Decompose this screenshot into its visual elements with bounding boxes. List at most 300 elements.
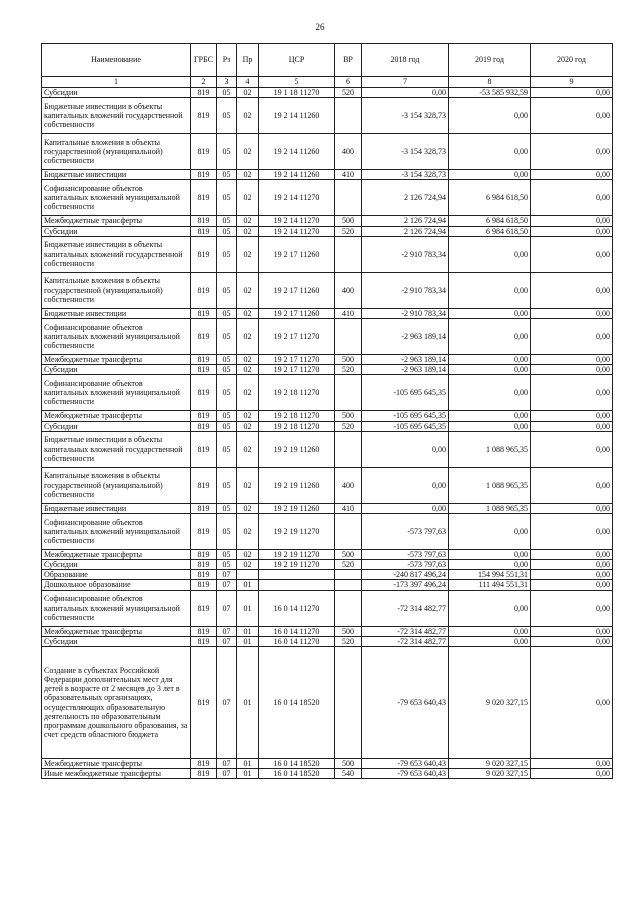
amount-2018-cell: -573 797,63	[362, 513, 449, 549]
vr-cell	[335, 318, 362, 354]
pr-cell: 02	[237, 170, 259, 180]
grbs-cell: 819	[191, 421, 217, 431]
amount-2018-cell: -573 797,63	[362, 560, 449, 570]
grbs-cell: 819	[191, 170, 217, 180]
rz-cell: 05	[217, 134, 237, 170]
rz-cell: 07	[217, 769, 237, 779]
col-number: 2	[191, 77, 217, 88]
rz-cell: 05	[217, 560, 237, 570]
vr-cell: 520	[335, 365, 362, 375]
amount-2018-cell: 0,00	[362, 467, 449, 503]
csr-cell: 19 2 17 11270	[259, 318, 335, 354]
name-cell: Субсидии	[42, 226, 191, 236]
rz-cell: 05	[217, 88, 237, 98]
table-row	[42, 560, 613, 570]
pr-cell: 02	[237, 411, 259, 421]
amount-2020-cell: 0,00	[531, 580, 613, 590]
amount-2019-cell: 9 020 327,15	[449, 647, 531, 759]
pr-cell: 01	[237, 636, 259, 646]
grbs-cell: 819	[191, 549, 217, 559]
amount-2020-cell: 0,00	[531, 759, 613, 769]
table-row	[42, 580, 613, 590]
rz-cell: 05	[217, 272, 237, 308]
amount-2020-cell: 0,00	[531, 549, 613, 559]
amount-2020-cell: 0,00	[531, 467, 613, 503]
vr-cell: 520	[335, 421, 362, 431]
amount-2019-cell: 0,00	[449, 354, 531, 364]
amount-2019-cell: 1 088 965,35	[449, 431, 531, 467]
amount-2019-cell: 0,00	[449, 636, 531, 646]
name-cell: Софинансирование объектов капитальных вложений муниципальной собственности	[42, 375, 191, 411]
name-cell: Создание в субъектах Российской Федерации дополнительных мест для детей в возрасте от 2 месяцев до 3 лет в образовательных организациях, осуществляющих образовательную деятельность по образовательным программам дошкольного образования, за счет средств областного бюджета	[42, 647, 191, 759]
col-number: 1	[42, 77, 191, 88]
name-cell: Межбюджетные трансферты	[42, 759, 191, 769]
vr-cell	[335, 98, 362, 134]
pr-cell: 02	[237, 180, 259, 216]
amount-2018-cell: -105 695 645,35	[362, 375, 449, 411]
name-cell: Бюджетные инвестиции	[42, 308, 191, 318]
grbs-cell: 819	[191, 590, 217, 626]
amount-2020-cell: 0,00	[531, 421, 613, 431]
pr-cell: 02	[237, 308, 259, 318]
rz-cell: 05	[217, 411, 237, 421]
pr-cell: 02	[237, 375, 259, 411]
table-row	[42, 98, 613, 134]
name-cell: Капитальные вложения в объекты государственной (муниципальной) собственности	[42, 272, 191, 308]
pr-cell: 02	[237, 98, 259, 134]
table-row	[42, 590, 613, 626]
amount-2019-cell: 9 020 327,15	[449, 769, 531, 779]
rz-cell: 07	[217, 647, 237, 759]
grbs-cell: 819	[191, 318, 217, 354]
rz-cell: 05	[217, 513, 237, 549]
amount-2019-cell: 0,00	[449, 375, 531, 411]
table-row	[42, 216, 613, 226]
amount-2020-cell: 0,00	[531, 180, 613, 216]
grbs-cell: 819	[191, 134, 217, 170]
vr-cell	[335, 570, 362, 580]
pr-cell: 02	[237, 513, 259, 549]
amount-2019-cell: 154 994 551,31	[449, 570, 531, 580]
name-cell: Бюджетные инвестиции в объекты капитальных вложений государственной собственности	[42, 431, 191, 467]
col-header-csr: ЦСР	[259, 44, 335, 77]
csr-cell: 16 0 14 11270	[259, 626, 335, 636]
table-row	[42, 375, 613, 411]
rz-cell: 05	[217, 354, 237, 364]
amount-2020-cell: 0,00	[531, 636, 613, 646]
amount-2020-cell: 0,00	[531, 236, 613, 272]
table-row	[42, 513, 613, 549]
pr-cell: 02	[237, 88, 259, 98]
csr-cell: 19 2 19 11270	[259, 549, 335, 559]
amount-2020-cell: 0,00	[531, 626, 613, 636]
grbs-cell: 819	[191, 98, 217, 134]
csr-cell: 16 0 14 18520	[259, 759, 335, 769]
csr-cell: 19 2 14 11270	[259, 216, 335, 226]
vr-cell	[335, 513, 362, 549]
rz-cell: 05	[217, 318, 237, 354]
pr-cell: 02	[237, 421, 259, 431]
amount-2019-cell: 0,00	[449, 626, 531, 636]
table-row	[42, 467, 613, 503]
amount-2018-cell: -2 963 189,14	[362, 318, 449, 354]
csr-cell: 19 1 18 11270	[259, 88, 335, 98]
amount-2020-cell: 0,00	[531, 134, 613, 170]
name-cell: Иные межбюджетные трансферты	[42, 769, 191, 779]
column-number-row	[42, 77, 613, 88]
pr-cell: 02	[237, 216, 259, 226]
grbs-cell: 819	[191, 308, 217, 318]
vr-cell	[335, 180, 362, 216]
amount-2019-cell: 9 020 327,15	[449, 759, 531, 769]
pr-cell: 01	[237, 647, 259, 759]
table-row	[42, 88, 613, 98]
amount-2019-cell: 0,00	[449, 318, 531, 354]
csr-cell: 19 2 17 11260	[259, 308, 335, 318]
vr-cell	[335, 590, 362, 626]
csr-cell: 19 2 19 11270	[259, 513, 335, 549]
csr-cell: 19 2 14 11270	[259, 226, 335, 236]
amount-2020-cell: 0,00	[531, 308, 613, 318]
grbs-cell: 819	[191, 216, 217, 226]
amount-2018-cell: 2 126 724,94	[362, 180, 449, 216]
pr-cell: 02	[237, 549, 259, 559]
table-row	[42, 411, 613, 421]
vr-cell: 520	[335, 88, 362, 98]
csr-cell: 16 0 14 18520	[259, 647, 335, 759]
amount-2020-cell: 0,00	[531, 647, 613, 759]
amount-2019-cell: 0,00	[449, 134, 531, 170]
name-cell: Софинансирование объектов капитальных вложений муниципальной собственности	[42, 513, 191, 549]
name-cell: Межбюджетные трансферты	[42, 216, 191, 226]
name-cell: Бюджетные инвестиции в объекты капитальных вложений государственной собственности	[42, 236, 191, 272]
col-number: 6	[335, 77, 362, 88]
table-row	[42, 134, 613, 170]
grbs-cell: 819	[191, 365, 217, 375]
amount-2020-cell: 0,00	[531, 88, 613, 98]
csr-cell: 19 2 18 11270	[259, 421, 335, 431]
table-row	[42, 365, 613, 375]
csr-cell: 19 2 14 11260	[259, 134, 335, 170]
col-header-rz: Рз	[217, 44, 237, 77]
table-row	[42, 236, 613, 272]
table-row	[42, 421, 613, 431]
rz-cell: 05	[217, 236, 237, 272]
amount-2020-cell: 0,00	[531, 354, 613, 364]
amount-2019-cell: 6 984 618,50	[449, 216, 531, 226]
grbs-cell: 819	[191, 570, 217, 580]
grbs-cell: 819	[191, 769, 217, 779]
vr-cell: 410	[335, 503, 362, 513]
table-row	[42, 431, 613, 467]
amount-2018-cell: -72 314 482,77	[362, 590, 449, 626]
amount-2018-cell: 2 126 724,94	[362, 226, 449, 236]
table-row	[42, 354, 613, 364]
rz-cell: 05	[217, 421, 237, 431]
amount-2019-cell: 6 984 618,50	[449, 180, 531, 216]
amount-2018-cell: -2 963 189,14	[362, 354, 449, 364]
pr-cell: 02	[237, 431, 259, 467]
pr-cell: 01	[237, 759, 259, 769]
table-row	[42, 647, 613, 759]
pr-cell: 02	[237, 272, 259, 308]
csr-cell: 16 0 14 11270	[259, 636, 335, 646]
table-row	[42, 759, 613, 769]
amount-2018-cell: -105 695 645,35	[362, 421, 449, 431]
amount-2020-cell: 0,00	[531, 272, 613, 308]
rz-cell: 07	[217, 759, 237, 769]
amount-2018-cell: -240 817 496,24	[362, 570, 449, 580]
amount-2018-cell: -3 154 328,73	[362, 98, 449, 134]
vr-cell: 500	[335, 411, 362, 421]
table-row	[42, 272, 613, 308]
amount-2019-cell: 0,00	[449, 549, 531, 559]
table-row	[42, 769, 613, 779]
amount-2020-cell: 0,00	[531, 375, 613, 411]
table-body	[42, 88, 613, 779]
vr-cell	[335, 431, 362, 467]
csr-cell: 19 2 19 11260	[259, 503, 335, 513]
amount-2018-cell: -72 314 482,77	[362, 626, 449, 636]
name-cell: Субсидии	[42, 365, 191, 375]
amount-2019-cell: 0,00	[449, 560, 531, 570]
vr-cell: 500	[335, 549, 362, 559]
vr-cell: 410	[335, 170, 362, 180]
csr-cell: 19 2 14 11260	[259, 170, 335, 180]
amount-2018-cell: -79 653 640,43	[362, 759, 449, 769]
csr-cell: 19 2 17 11260	[259, 236, 335, 272]
rz-cell: 07	[217, 636, 237, 646]
amount-2020-cell: 0,00	[531, 513, 613, 549]
amount-2018-cell: -3 154 328,73	[362, 170, 449, 180]
grbs-cell: 819	[191, 647, 217, 759]
amount-2020-cell: 0,00	[531, 170, 613, 180]
grbs-cell: 819	[191, 180, 217, 216]
csr-cell: 19 2 18 11270	[259, 375, 335, 411]
pr-cell	[237, 570, 259, 580]
grbs-cell: 819	[191, 88, 217, 98]
name-cell: Субсидии	[42, 421, 191, 431]
csr-cell: 19 2 17 11260	[259, 272, 335, 308]
grbs-cell: 819	[191, 503, 217, 513]
pr-cell: 01	[237, 590, 259, 626]
csr-cell: 19 2 14 11260	[259, 98, 335, 134]
vr-cell: 520	[335, 226, 362, 236]
name-cell: Софинансирование объектов капитальных вложений муниципальной собственности	[42, 318, 191, 354]
vr-cell: 400	[335, 272, 362, 308]
amount-2020-cell: 0,00	[531, 570, 613, 580]
pr-cell: 02	[237, 236, 259, 272]
amount-2018-cell: -3 154 328,73	[362, 134, 449, 170]
csr-cell: 16 0 14 11270	[259, 590, 335, 626]
budget-table	[41, 43, 613, 779]
amount-2019-cell: 0,00	[449, 170, 531, 180]
pr-cell: 02	[237, 503, 259, 513]
rz-cell: 07	[217, 626, 237, 636]
col-number: 5	[259, 77, 335, 88]
grbs-cell: 819	[191, 236, 217, 272]
rz-cell: 07	[217, 580, 237, 590]
csr-cell: 19 2 19 11270	[259, 560, 335, 570]
page-number: 26	[315, 22, 325, 32]
amount-2019-cell: 0,00	[449, 236, 531, 272]
table-row	[42, 626, 613, 636]
amount-2019-cell: 1 088 965,35	[449, 467, 531, 503]
vr-cell	[335, 580, 362, 590]
rz-cell: 07	[217, 590, 237, 626]
vr-cell: 500	[335, 759, 362, 769]
vr-cell: 500	[335, 354, 362, 364]
csr-cell: 19 2 19 11260	[259, 467, 335, 503]
table-row	[42, 180, 613, 216]
amount-2020-cell: 0,00	[531, 365, 613, 375]
name-cell: Субсидии	[42, 88, 191, 98]
amount-2019-cell: -53 585 932,59	[449, 88, 531, 98]
amount-2020-cell: 0,00	[531, 590, 613, 626]
rz-cell: 05	[217, 431, 237, 467]
amount-2019-cell: 1 088 965,35	[449, 503, 531, 513]
amount-2018-cell: -573 797,63	[362, 549, 449, 559]
name-cell: Дошкольное образование	[42, 580, 191, 590]
amount-2020-cell: 0,00	[531, 431, 613, 467]
vr-cell: 520	[335, 560, 362, 570]
table-row	[42, 226, 613, 236]
name-cell: Межбюджетные трансферты	[42, 411, 191, 421]
csr-cell: 16 0 14 18520	[259, 769, 335, 779]
grbs-cell: 819	[191, 354, 217, 364]
pr-cell: 01	[237, 580, 259, 590]
amount-2018-cell: -2 910 783,34	[362, 236, 449, 272]
amount-2018-cell: -72 314 482,77	[362, 636, 449, 646]
grbs-cell: 819	[191, 431, 217, 467]
name-cell: Бюджетные инвестиции	[42, 503, 191, 513]
amount-2018-cell: 0,00	[362, 431, 449, 467]
grbs-cell: 819	[191, 467, 217, 503]
vr-cell	[335, 375, 362, 411]
amount-2020-cell: 0,00	[531, 411, 613, 421]
vr-cell: 540	[335, 769, 362, 779]
amount-2020-cell: 0,00	[531, 503, 613, 513]
table-row	[42, 636, 613, 646]
grbs-cell: 819	[191, 226, 217, 236]
col-number: 4	[237, 77, 259, 88]
vr-cell	[335, 647, 362, 759]
header-row	[42, 44, 613, 77]
col-header-vr: ВР	[335, 44, 362, 77]
pr-cell: 02	[237, 365, 259, 375]
rz-cell: 05	[217, 226, 237, 236]
vr-cell	[335, 236, 362, 272]
rz-cell: 05	[217, 216, 237, 226]
rz-cell: 05	[217, 170, 237, 180]
amount-2019-cell: 6 984 618,50	[449, 226, 531, 236]
amount-2019-cell: 0,00	[449, 308, 531, 318]
amount-2020-cell: 0,00	[531, 769, 613, 779]
grbs-cell: 819	[191, 375, 217, 411]
col-header-2018: 2018 год	[362, 44, 449, 77]
amount-2020-cell: 0,00	[531, 560, 613, 570]
col-header-grbs: ГРБС	[191, 44, 217, 77]
amount-2019-cell: 0,00	[449, 590, 531, 626]
amount-2019-cell: 0,00	[449, 421, 531, 431]
amount-2018-cell: 0,00	[362, 88, 449, 98]
csr-cell: 19 2 17 11270	[259, 354, 335, 364]
amount-2018-cell: -2 910 783,34	[362, 308, 449, 318]
rz-cell: 05	[217, 503, 237, 513]
amount-2018-cell: -2 963 189,14	[362, 365, 449, 375]
name-cell: Бюджетные инвестиции в объекты капитальных вложений государственной собственности	[42, 98, 191, 134]
amount-2020-cell: 0,00	[531, 318, 613, 354]
col-number: 7	[362, 77, 449, 88]
amount-2019-cell: 111 494 551,31	[449, 580, 531, 590]
name-cell: Капитальные вложения в объекты государственной (муниципальной) собственности	[42, 134, 191, 170]
table-row	[42, 308, 613, 318]
table-row	[42, 318, 613, 354]
rz-cell: 05	[217, 467, 237, 503]
grbs-cell: 819	[191, 560, 217, 570]
amount-2019-cell: 0,00	[449, 98, 531, 134]
csr-cell: 19 2 17 11270	[259, 365, 335, 375]
vr-cell: 500	[335, 626, 362, 636]
amount-2018-cell: -79 653 640,43	[362, 769, 449, 779]
grbs-cell: 819	[191, 513, 217, 549]
col-header-name: Наименование	[42, 44, 191, 77]
name-cell: Межбюджетные трансферты	[42, 549, 191, 559]
amount-2018-cell: -2 910 783,34	[362, 272, 449, 308]
vr-cell: 520	[335, 636, 362, 646]
amount-2019-cell: 0,00	[449, 272, 531, 308]
rz-cell: 05	[217, 308, 237, 318]
name-cell: Бюджетные инвестиции	[42, 170, 191, 180]
pr-cell: 02	[237, 226, 259, 236]
pr-cell: 02	[237, 560, 259, 570]
amount-2019-cell: 0,00	[449, 411, 531, 421]
amount-2019-cell: 0,00	[449, 365, 531, 375]
amount-2020-cell: 0,00	[531, 98, 613, 134]
col-header-2019: 2019 год	[449, 44, 531, 77]
name-cell: Софинансирование объектов капитальных вложений муниципальной собственности	[42, 180, 191, 216]
col-number: 8	[449, 77, 531, 88]
vr-cell: 400	[335, 467, 362, 503]
name-cell: Субсидии	[42, 636, 191, 646]
table-row	[42, 549, 613, 559]
grbs-cell: 819	[191, 626, 217, 636]
pr-cell: 02	[237, 467, 259, 503]
grbs-cell: 819	[191, 636, 217, 646]
amount-2019-cell: 0,00	[449, 513, 531, 549]
rz-cell: 07	[217, 570, 237, 580]
amount-2020-cell: 0,00	[531, 226, 613, 236]
name-cell: Образование	[42, 570, 191, 580]
name-cell: Софинансирование объектов капитальных вложений муниципальной собственности	[42, 590, 191, 626]
name-cell: Субсидии	[42, 560, 191, 570]
csr-cell: 19 2 18 11270	[259, 411, 335, 421]
grbs-cell: 819	[191, 580, 217, 590]
vr-cell: 500	[335, 216, 362, 226]
rz-cell: 05	[217, 365, 237, 375]
csr-cell: 19 2 19 11260	[259, 431, 335, 467]
col-header-2020: 2020 год	[531, 44, 613, 77]
csr-cell: 19 2 14 11270	[259, 180, 335, 216]
amount-2020-cell: 0,00	[531, 216, 613, 226]
amount-2018-cell: -173 397 496,24	[362, 580, 449, 590]
amount-2018-cell: 0,00	[362, 503, 449, 513]
rz-cell: 05	[217, 549, 237, 559]
pr-cell: 02	[237, 354, 259, 364]
col-number: 9	[531, 77, 613, 88]
col-number: 3	[217, 77, 237, 88]
amount-2018-cell: -105 695 645,35	[362, 411, 449, 421]
